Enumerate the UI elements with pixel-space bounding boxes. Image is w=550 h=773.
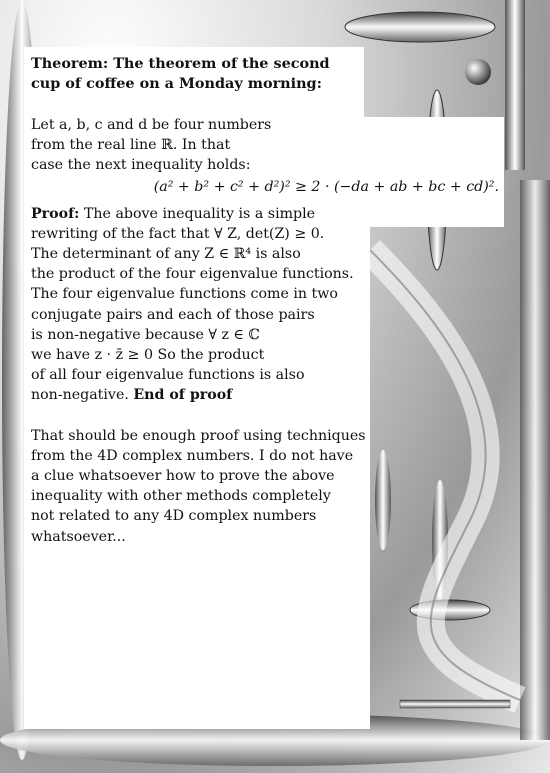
document-body bbox=[31, 54, 501, 547]
theorem-statement: Let a, b, c and d be four numbers from the real line ℝ. In that case the next inequality holds: bbox=[31, 116, 272, 174]
closing-paragraph: That should be enough proof using techniques from the 4D complex numbers. I do not have a clue whatsoever how to prove the above inequality with other methods completely not related to any 4D complex numbers whatsoever... bbox=[31, 427, 366, 545]
theorem-formula: (a² + b² + c² + d²)² ≥ 2 · (−da + ab + bc + cd)². bbox=[153, 179, 499, 196]
proof-label: Proof: bbox=[31, 205, 80, 222]
theorem-title: Theorem: The theorem of the second cup of coffee on a Monday morning: bbox=[31, 55, 330, 93]
proof-text: The above inequality is a simple rewriting of the fact that ∀ Z, det(Z) ≥ 0. The determinant of any Z ∈ ℝ⁴ is also the product of the four eigenvalue functions. The four eigenvalue functions come in two conjugate pairs and each of those pairs is non-negative because ∀ z ∈ ℂ we have z · z̄ ≥ 0 So the product of all four eigenvalue functions is also non-negative. bbox=[31, 205, 354, 404]
proof-end: End of proof bbox=[133, 387, 233, 404]
proof-paragraph bbox=[31, 204, 501, 406]
